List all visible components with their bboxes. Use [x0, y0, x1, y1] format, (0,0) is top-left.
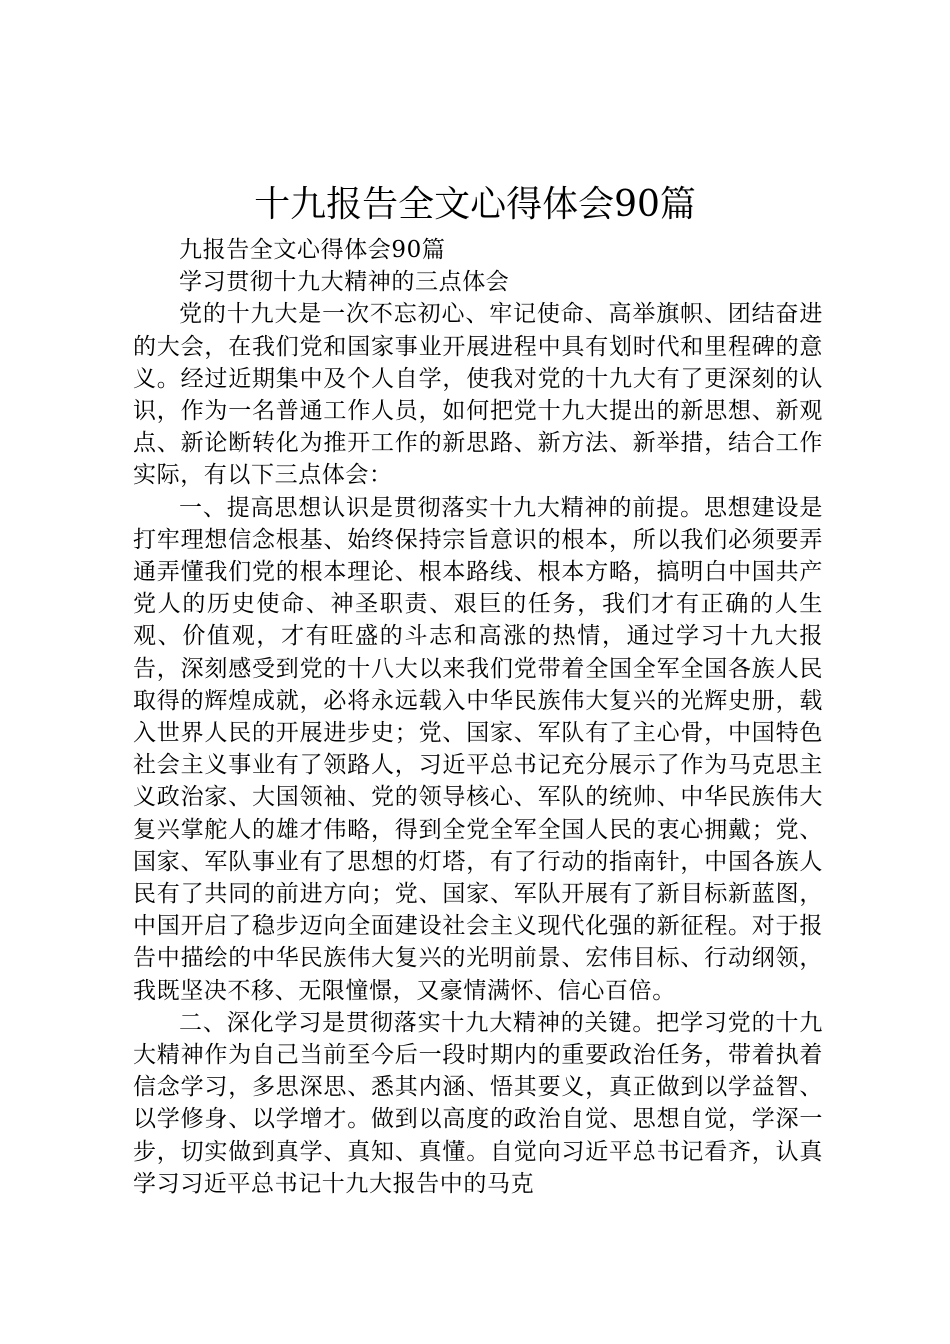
section-heading: 学习贯彻十九大精神的三点体会 — [179, 269, 510, 296]
document-body — [133, 234, 823, 1200]
subtitle-paragraph: 九报告全文心得体会90篇 — [179, 237, 446, 263]
body-paragraph: 党的十九大是一次不忘初心、牢记使命、高举旗帜、团结奋进的大会，在我们党和国家事业开展进程中具有划时代和里程碑的意义。经过近期集中及个人自学，使我对党的十九大有了更深刻的认识，作为一名普通工作人员，如何把党十九大提出的新思想、新观点、新论断转化为推开工作的新思路、新方法、新举措，结合工作实际，有以下三点体会： — [133, 301, 823, 489]
document-title: 十九报告全文心得体会90篇 — [254, 184, 696, 225]
body-paragraph: 一、提高思想认识是贯彻落实十九大精神的前提。思想建设是打牢理想信念根基、始终保持宗旨意识的根本，所以我们必须要弄通弄懂我们党的根本理论、根本路线、根本方略，搞明白中国共产党人的历史使命、神圣职责、艰巨的任务，我们才有正确的人生观、价值观，才有旺盛的斗志和高涨的热情，通过学习十九大报告，深刻感受到党的十八大以来我们党带着全国全军全国各族人民取得的辉煌成就，必将永远载入中华民族伟大复兴的光辉史册，载入世界人民的开展进步史；党、国家、军队有了主心骨，中国特色社会主义事业有了领路人，习近平总书记充分展示了作为马克思主义政治家、大国领袖、党的领导核心、军队的统帅、中华民族伟大复兴掌舵人的雄才伟略，得到全党全军全国人民的衷心拥戴；党、国家、军队事业有了思想的灯塔，有了行动的指南针，中国各族人民有了共同的前进方向；党、国家、军队开展有了新目标新蓝图，中国开启了稳步迈向全面建设社会主义现代化强的新征程。对于报告中描绘的中华民族伟大复兴的光明前景、宏伟目标、行动纲领，我既坚决不移、无限憧憬，又豪情满怀、信心百倍。 — [133, 494, 823, 1004]
body-paragraph: 二、深化学习是贯彻落实十九大精神的关键。把学习党的十九大精神作为自己当前至今后一段时期内的重要政治任务，带着执着信念学习，多思深思、悉其内涵、悟其要义，真正做到以学益智、以学修身、以学增才。做到以高度的政治自觉、思想自觉，学深一步，切实做到真学、真知、真懂。自觉向习近平总书记看齐，认真学习习近平总书记十九大报告中的马克 — [133, 1009, 823, 1197]
